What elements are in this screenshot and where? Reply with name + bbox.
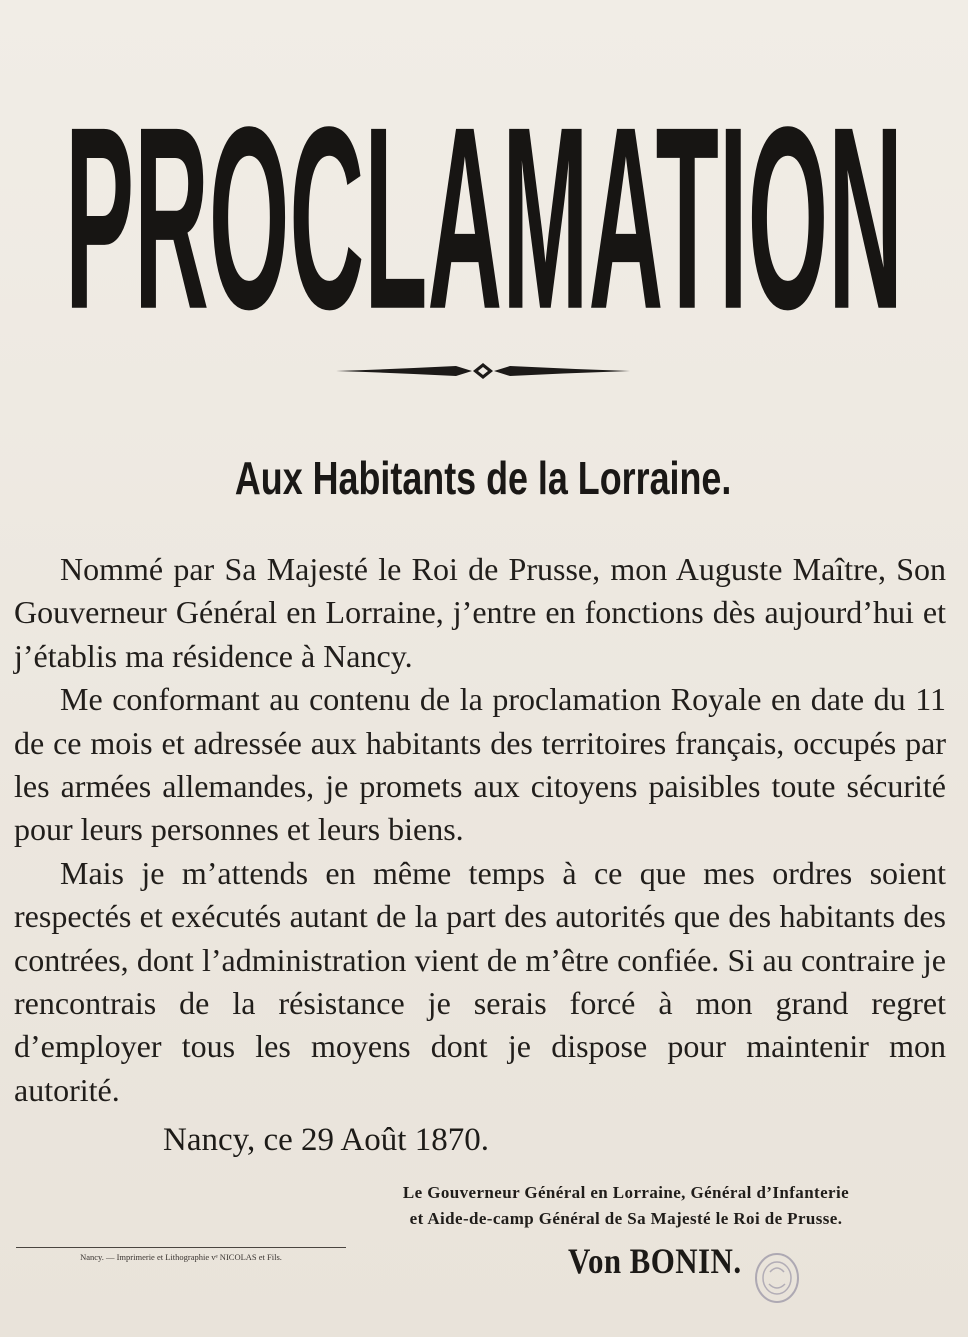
library-stamp-icon	[752, 1250, 802, 1306]
proclamation-body	[14, 548, 946, 1112]
poster-title-text: PROCLAMATION	[64, 72, 903, 320]
printer-imprint: Nancy. — Imprimerie et Lithographie vᵉ NICOLAS et Fils.	[80, 1252, 282, 1262]
poster-title	[0, 40, 968, 320]
dateline: Nancy, ce 29 Août 1870.	[163, 1122, 489, 1158]
signature-title-block	[300, 1180, 952, 1232]
body-paragraph: Me conformant au contenu de la proclamation Royale en date du 11 de ce mois et adressée aux habitants des territoires français, occupés par les armées allemandes, je promets aux citoyens paisibles toute sécurité pour leurs personnes et leurs biens.	[14, 681, 946, 848]
poster-subtitle: Aux Habitants de la Lorraine.	[234, 452, 732, 504]
signature-title-line: et Aide-de-camp Général de Sa Majesté le Roi de Prusse.	[409, 1209, 843, 1228]
imprint-rule	[16, 1247, 346, 1248]
body-paragraph: Mais je m’attends en même temps à ce que mes ordres soient respectés et exécutés autant de la part des autorités que des habitants des contrées, dont l’administration vient de m’être confiée. Si au contraire je rencontrais de la résistance je serais forcé à mon grand regret d’employer tous les moyens dont je dispose pour maintenir mon autorité.	[14, 854, 946, 1108]
ornament-rule-icon	[336, 360, 630, 382]
signer-name: Von BONIN.	[568, 1241, 742, 1281]
signature-title-line: Le Gouverneur Général en Lorraine, Général d’Infanterie	[402, 1183, 850, 1202]
body-paragraph: Nommé par Sa Majesté le Roi de Prusse, mon Auguste Maître, Son Gouverneur Général en Lorraine, j’entre en fonctions dès aujourd’hui et j’établis ma résidence à Nancy.	[14, 551, 946, 674]
